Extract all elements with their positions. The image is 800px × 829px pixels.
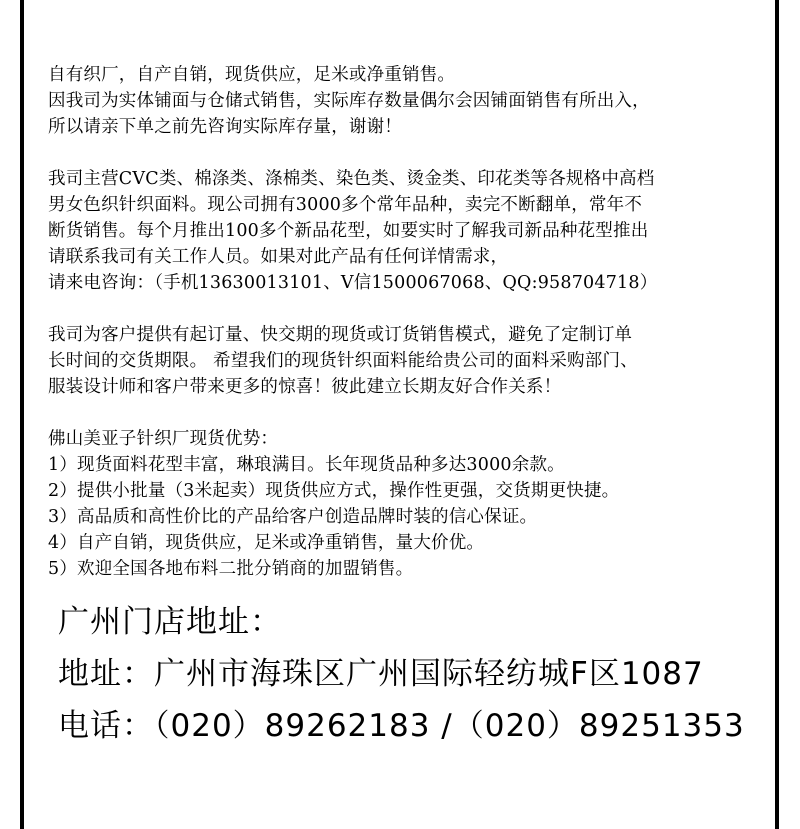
advantage-item: 3）高品质和高性价比的产品给客户创造品牌时装的信心保证。 [48, 507, 538, 527]
text-line: 男女色织针织面料。现公司拥有3000多个常年品种，卖完不断翻单，常年不 [48, 195, 643, 215]
text-line: 请联系我司有关工作人员。如果对此产品有任何详情需求， [48, 247, 509, 267]
text-line: 自有织厂，自产自销，现货供应，足米或净重销售。 [48, 65, 456, 85]
text-line: 我司主营CVC类、棉涤类、涤棉类、染色类、烫金类、印花类等各规格中高档 [48, 169, 655, 189]
advantages-section [48, 426, 778, 582]
advantage-item: 4）自产自销，现货供应，足米或净重销售，量大价优。 [48, 533, 485, 553]
advantages-heading: 佛山美亚子针织厂现货优势： [48, 429, 279, 449]
store-heading: 广州门店地址： [58, 604, 282, 640]
text-line: 断货销售。每个月推出100多个新品花型，如要实时了解我司新品种花型推出 [48, 221, 649, 241]
service-paragraph [48, 322, 778, 400]
advantage-item: 1）现货面料花型丰富，琳琅满目。长年现货品种多达3000余款。 [48, 455, 565, 475]
store-info [58, 596, 745, 752]
intro-paragraph [48, 62, 778, 140]
advantage-item: 5）欢迎全国各地布料二批分销商的加盟销售。 [48, 559, 414, 579]
text-line: 服装设计师和客户带来更多的惊喜！彼此建立长期友好合作关系！ [48, 377, 562, 397]
store-address: 地址：广州市海珠区广州国际轻纺城F区1087 [58, 656, 704, 692]
advantage-item: 2）提供小批量（3米起卖）现货供应方式，操作性更强，交货期更快捷。 [48, 481, 620, 501]
info-text-block [48, 62, 778, 582]
store-phone: 电话：（020）89262183 /（020）89251353 [58, 708, 745, 744]
text-line: 我司为客户提供有起订量、快交期的现货或订货销售模式，避免了定制订单 [48, 325, 633, 345]
text-line: 长时间的交货期限。 希望我们的现货针织面料能给贵公司的面料采购部门、 [48, 351, 638, 371]
text-line: 因我司为实体铺面与仓储式销售，实际库存数量偶尔会因铺面销售有所出入， [48, 91, 650, 111]
text-line: 所以请亲下单之前先咨询实际库存量，谢谢！ [48, 117, 402, 137]
contact-line: 请来电咨询：（手机13630013101、V信1500067068、QQ:958704718） [48, 273, 658, 293]
business-paragraph [48, 166, 778, 296]
